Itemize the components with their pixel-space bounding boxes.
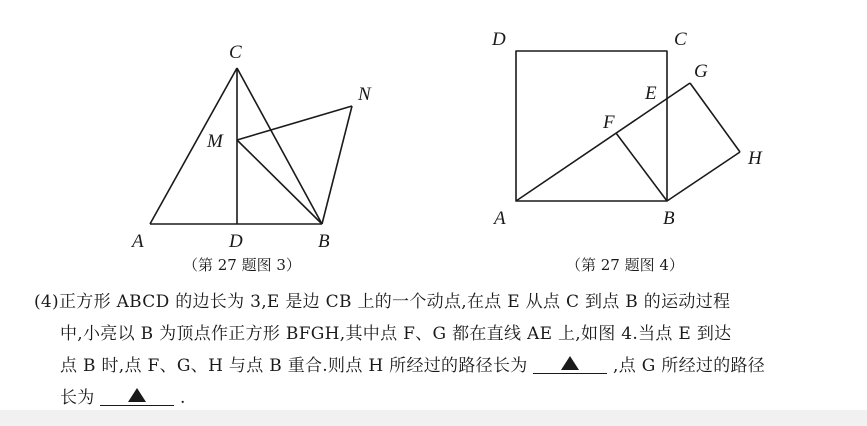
label-h: H xyxy=(748,148,762,169)
problem-line-3-text-after: ,点 G 所经过的路径 xyxy=(613,356,766,376)
label-a: A xyxy=(494,208,506,229)
answer-blank-h-path[interactable] xyxy=(533,351,607,374)
figure-4-caption: （第 27 题图 4） xyxy=(566,256,684,274)
label-b: B xyxy=(663,208,675,229)
square-abcd xyxy=(516,51,667,201)
label-m: M xyxy=(207,131,223,152)
triangle-icon xyxy=(128,388,146,402)
problem-line-2: 中,小亮以 B 为顶点作正方形 BFGH,其中点 F、G 都在直线 AE 上,如图 4.当点 E 到达 xyxy=(60,324,732,344)
problem-line-1: (4)正方形 ABCD 的边长为 3,E 是边 CB 上的一个动点,在点 E 从点 C 到点 B 的运动过程 xyxy=(34,292,731,312)
label-d: D xyxy=(229,231,243,252)
label-d: D xyxy=(492,29,506,50)
problem-line-3 xyxy=(34,350,864,382)
problem-line-4-text: 长为 xyxy=(60,388,95,408)
problem-text xyxy=(34,286,864,414)
label-g: G xyxy=(694,61,708,82)
segment-hb xyxy=(667,152,740,201)
label-f: F xyxy=(603,112,615,133)
page-edge xyxy=(0,410,867,426)
line-ag xyxy=(516,83,690,201)
answer-blank-g-path[interactable] xyxy=(100,383,174,406)
label-c: C xyxy=(229,42,242,63)
segment-gh xyxy=(690,83,740,152)
label-n: N xyxy=(358,84,371,105)
problem-line-4-end: . xyxy=(180,388,186,408)
label-c: C xyxy=(674,29,687,50)
label-a: A xyxy=(132,231,144,252)
label-e: E xyxy=(645,83,657,104)
problem-line-3-text: 点 B 时,点 F、G、H 与点 B 重合.则点 H 所经过的路径长为 xyxy=(60,356,528,376)
triangle-icon xyxy=(561,356,579,370)
figure-3-caption: （第 27 题图 3） xyxy=(183,256,301,274)
label-b: B xyxy=(318,231,330,252)
segment-bf xyxy=(616,133,667,201)
